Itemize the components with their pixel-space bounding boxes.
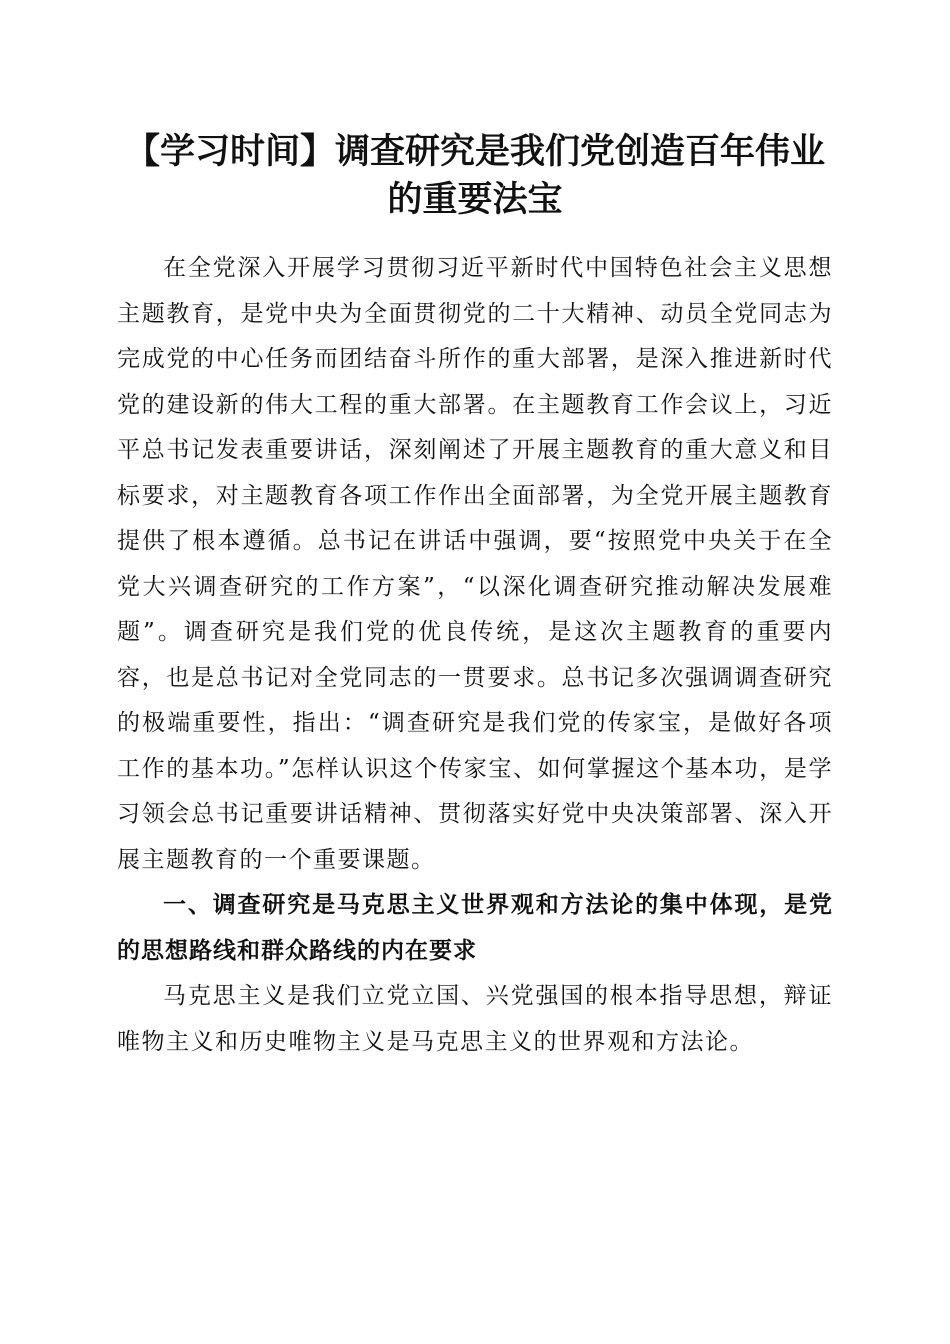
document-body bbox=[117, 246, 833, 1065]
title-line-2: 的重要法宝 bbox=[387, 179, 563, 220]
intro-paragraph: 在全党深入开展学习贯彻习近平新时代中国特色社会主义思想主题教育，是党中央为全面贯彻党的二十大精神、动员全党同志为完成党的中心任务而团结奋斗所作的重大部署，是深入推进新时代党的建设新的伟大工程的重大部署。在主题教育工作会议上，习近平总书记发表重要讲话，深刻阐述了开展主题教育的重大意义和目标要求，对主题教育各项工作作出全面部署，为全党开展主题教育提供了根本遵循。总书记在讲话中强调，要“按照党中央关于在全党大兴调查研究的工作方案”，“以深化调查研究推动解决发展难题”。调查研究是我们党的优良传统，是这次主题教育的重要内容，也是总书记对全党同志的一贯要求。总书记多次强调调查研究的极端重要性，指出：“调查研究是我们党的传家宝，是做好各项工作的基本功。”怎样认识这个传家宝、如何掌握这个基本功，是学习领会总书记重要讲话精神、贯彻落实好党中央决策部署、深入开展主题教育的一个重要课题。 bbox=[117, 255, 833, 873]
document-title bbox=[100, 128, 850, 224]
section-1-paragraph: 马克思主义是我们立党立国、兴党强国的根本指导思想，辩证唯物主义和历史唯物主义是马克思主义的世界观和方法论。 bbox=[117, 983, 833, 1055]
section-heading-1: 一、调查研究是马克思主义世界观和方法论的集中体现，是党的思想路线和群众路线的内在要求 bbox=[117, 892, 833, 964]
title-line-1: 【学习时间】调查研究是我们党创造百年伟业 bbox=[124, 131, 825, 172]
